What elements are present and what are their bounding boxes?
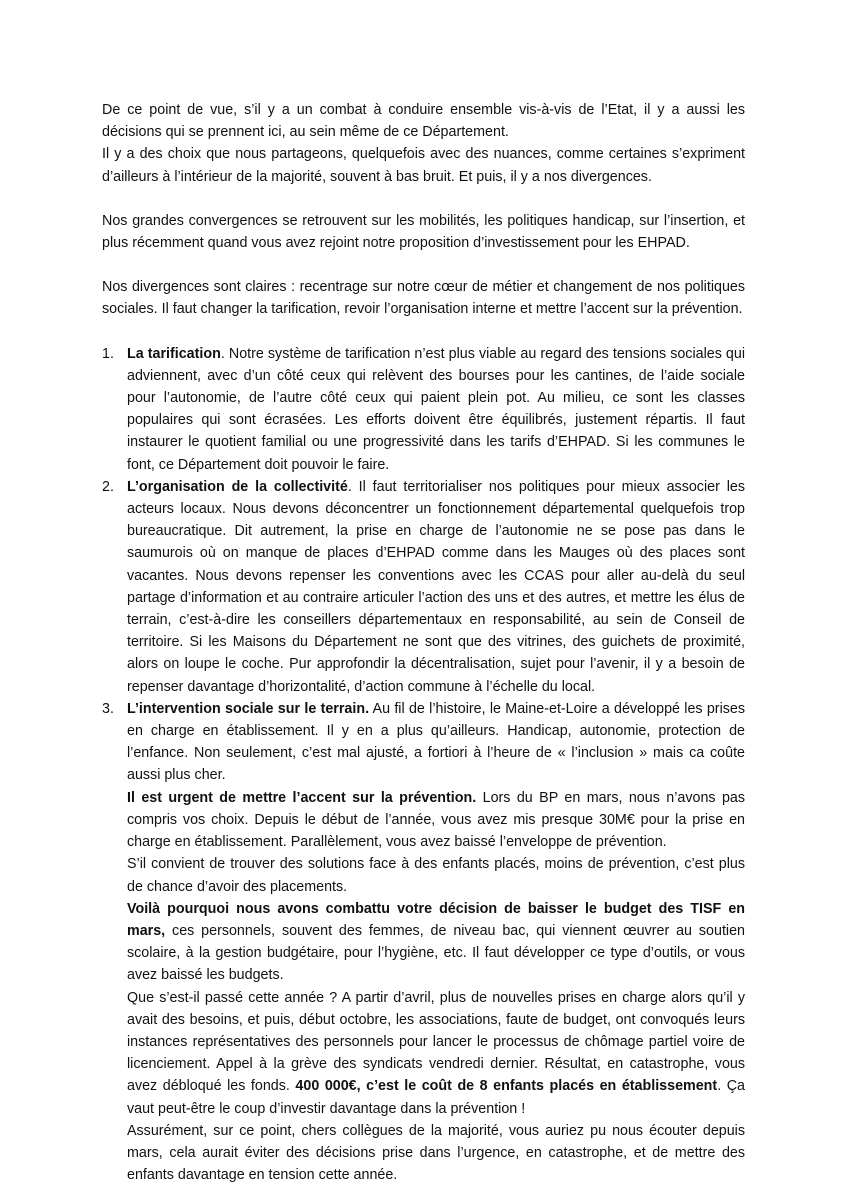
list-item-text: . Notre système de tarification n’est plus viable au regard des tensions sociales qui adviennent, avec d’un côté ceux qui relèvent des bourses pour les cantines, de l’aide sociale pour l’autonomie, de l’autre côté ceux qui paient plein pot. Au milieu, ce sont les classes populaires qui sont écrasées. Les efforts doivent être équilibrés, justement répartis. Il faut instaurer le quotient familial ou une progressivité dans les tarifs d’EHPAD. Si les communes le font, ce Département doit pouvoir le faire. — [127, 345, 745, 473]
intro-paragraph-1a: De ce point de vue, s’il y a un combat à conduire ensemble vis-à-vis de l’Etat, il y a aussi les décisions qui se prennent ici, au sein même de ce Département. — [102, 102, 745, 141]
intro-paragraph-2: Nos grandes convergences se retrouvent sur les mobilités, les politiques handicap, sur l’insertion, et plus récemment quand vous avez rejoint notre proposition d’investissement pour les EHPAD. — [102, 212, 745, 252]
list-item-text: . Il faut territorialiser nos politiques pour mieux associer les acteurs locaux. Nous devons déconcentrer un fonctionnement départemental quelquefois trop bureaucratique. Dit autrement, la prise en charge de l’autonomie ne se pose pas dans le saumurois où on manque de places d’EHPAD comme dans les Mauges où des places sont vacantes. Nous devons repenser les conventions avec les CCAS pour aller au-delà du seul partage d’information et au contraire articuler l’action des uns et des autres, et mettre les élus de terrain, c’est-à-dire les conseillers départementaux en responsabilité, au sein de Conseil de territoire. Si les Maisons du Département ne sont que des vitrines, des guichets de proximité, alors on loupe le coche. Pur approfondir la décentralisation, sujet pour l’avenir, il y a besoin de repenser davantage d’horizontalité, d’action commune à l’échelle du local. — [127, 478, 745, 695]
list-item-paragraph — [127, 787, 745, 854]
intro-paragraph-3: Nos divergences sont claires : recentrage sur notre cœur de métier et changement de nos politiques sociales. Il faut changer la tarification, revoir l’organisation interne et mettre l’accent sur la prévention. — [102, 279, 745, 318]
list-item-number: 3. — [102, 700, 114, 717]
list-item-paragraph — [127, 898, 745, 987]
paragraph-text: Que s’est-il passé cette année ? A partir d’avril, plus de nouvelles prises en charge alors qu’il y avait des besoins, et puis, début octobre, les associations, faute de budget, ont convoqués leurs instances représentatives des personnels pour lancer le processus de chômage partiel voire de licenciement. Appel à la grève des syndicats vendredi dernier. Résultat, en catastrophe, vous avez débloqué les fonds. — [127, 989, 745, 1095]
list-item-title: L’intervention sociale sur le terrain. — [127, 700, 370, 717]
list-item — [102, 476, 745, 698]
list-item-number: 1. — [102, 345, 114, 362]
list-item — [102, 343, 745, 476]
emphasis-text: Il est urgent de mettre l’accent sur la prévention. — [127, 789, 477, 806]
list-item-paragraph — [127, 698, 745, 787]
list-item-title: L’organisation de la collectivité — [127, 478, 348, 495]
list-item-text: Au fil de l’histoire, le Maine-et-Loire a développé les prises en charge en établissement. Il y en a plus qu’ailleurs. Handicap, autonomie, protection de l’enfance. Non seulement, c’est mal ajusté, a fortiori à l’heure de « l’inclusion » mais ca coûte aussi plus cher. — [127, 700, 745, 784]
emphasis-text: Voilà pourquoi nous avons combattu votre décision de baisser le budget des TISF en mars, — [127, 900, 745, 939]
paragraph-text: ces personnels, souvent des femmes, de niveau bac, qui viennent œuvrer au soutien scolaire, à la gestion budgétaire, pour l’hygiène, etc. Il faut développer ce type d’outils, or vous avez baissé les budgets. — [127, 922, 745, 984]
intro-paragraph-1b: Il y a des choix que nous partageons, quelquefois avec des nuances, comme certaines s’expriment d’ailleurs à l’intérieur de la majorité, souvent à bas bruit. Et puis, il y a nos divergences. — [102, 146, 745, 185]
paragraph-text: Lors du BP en mars, nous n’avons pas compris vos choix. Depuis le début de l’année, vous avez mis presque 30M€ pour la prise en charge en établissement. Parallèlement, vous avez baissé l’enveloppe de prévention. — [127, 789, 745, 851]
numbered-list — [102, 343, 745, 1187]
list-item — [102, 698, 745, 1186]
list-item-paragraph: S’il convient de trouver des solutions face à des enfants placés, moins de prévention, c’est plus de chance d’avoir des placements. — [127, 856, 745, 895]
list-item-title: La tarification — [127, 345, 221, 362]
document-page — [102, 99, 745, 1186]
emphasis-text: 400 000€, c’est le coût de 8 enfants placés en établissement — [295, 1078, 718, 1095]
list-item-paragraph: Assurément, sur ce point, chers collègues de la majorité, vous auriez pu nous écouter depuis mars, cela aurait éviter des décisions prise dans l’urgence, en catastrophe, et de mettre des enfants davantage en tension cette année. — [127, 1122, 745, 1184]
list-item-number: 2. — [102, 478, 114, 495]
paragraph-text: . Ça vaut peut-être le coup d’investir davantage dans la prévention ! — [127, 1078, 745, 1117]
list-item-paragraph — [127, 987, 745, 1120]
